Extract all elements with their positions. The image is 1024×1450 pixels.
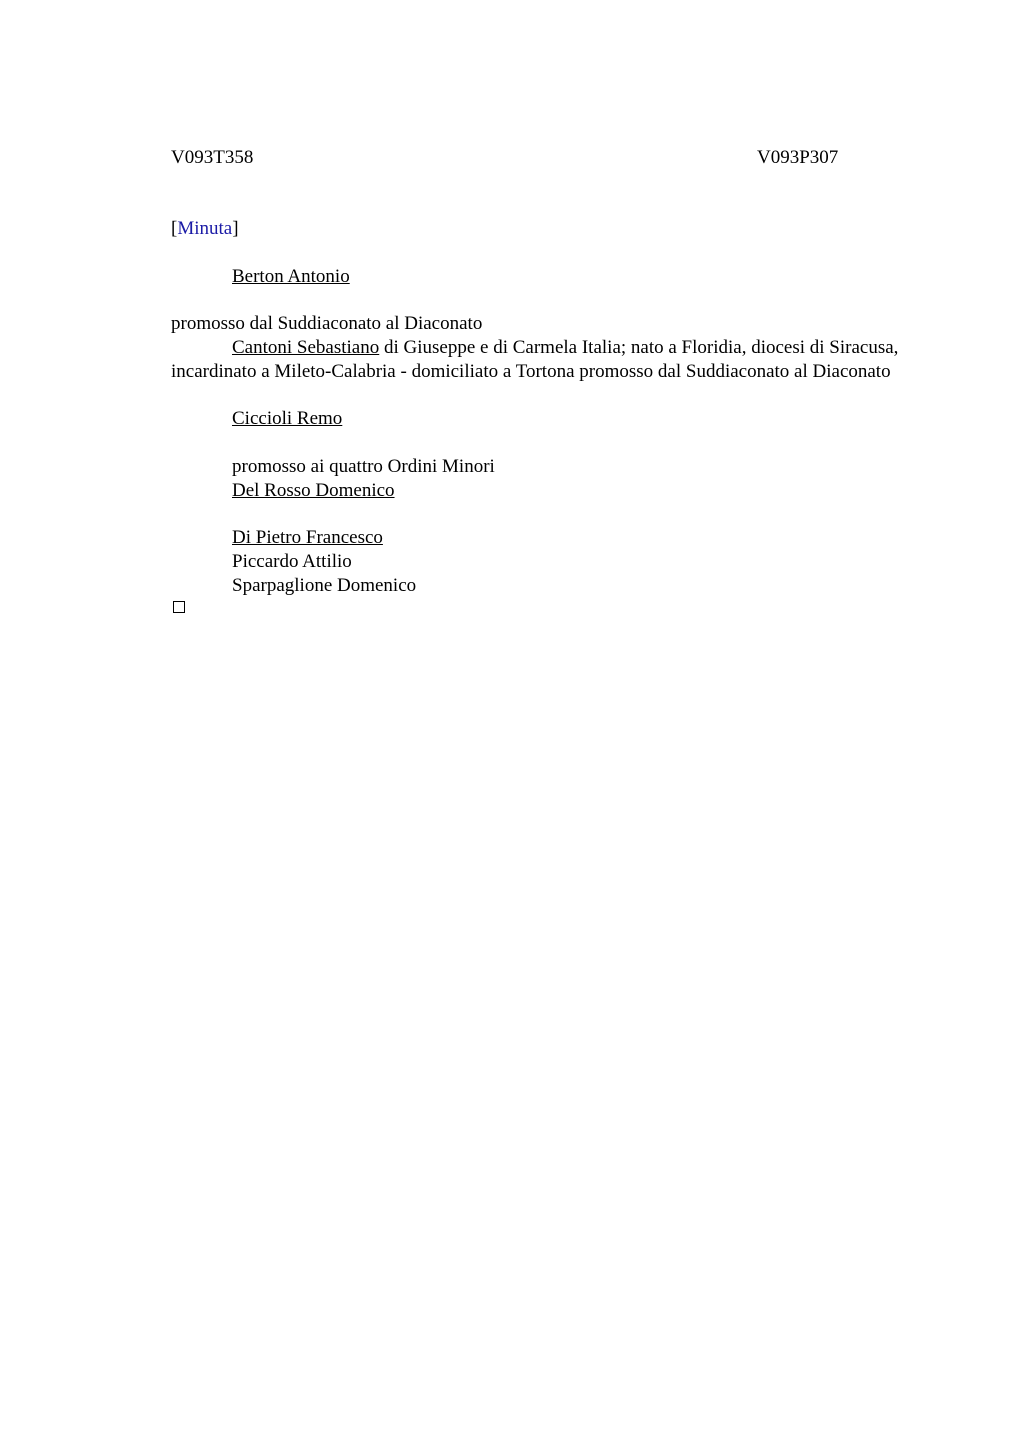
name-del-rosso-domenico: Del Rosso Domenico [232,480,395,501]
minuta-heading [171,217,239,241]
reference-code-left: V093T358 [171,147,254,168]
cantoni-paragraph [171,336,931,384]
open-bracket: [ [171,218,178,239]
close-bracket: ] [232,218,239,239]
name-cantoni-sebastiano: Cantoni Sebastiano [232,337,380,358]
name-di-pietro-francesco: Di Pietro Francesco [232,527,383,548]
name-sparpaglione-domenico: Sparpaglione Domenico [232,575,417,596]
checkbox-square-icon [173,601,185,613]
name-ciccioli-remo: Ciccioli Remo [232,408,343,429]
promotion-line-ordini-minori: promosso ai quattro Ordini Minori [232,456,495,477]
name-berton-antonio: Berton Antonio [232,266,350,287]
minuta-label: Minuta [177,218,233,239]
name-piccardo-attilio: Piccardo Attilio [232,551,352,572]
cantoni-description: di Giuseppe e di Carmela Italia; nato a Floridia, diocesi di Siracusa, incardinato a Mileto-Calabria - domiciliato a Tortona promosso dal Suddiaconato al Diaconato [171,337,899,382]
promotion-line-diaconato: promosso dal Suddiaconato al Diaconato [171,313,483,334]
reference-code-right: V093P307 [757,147,839,168]
